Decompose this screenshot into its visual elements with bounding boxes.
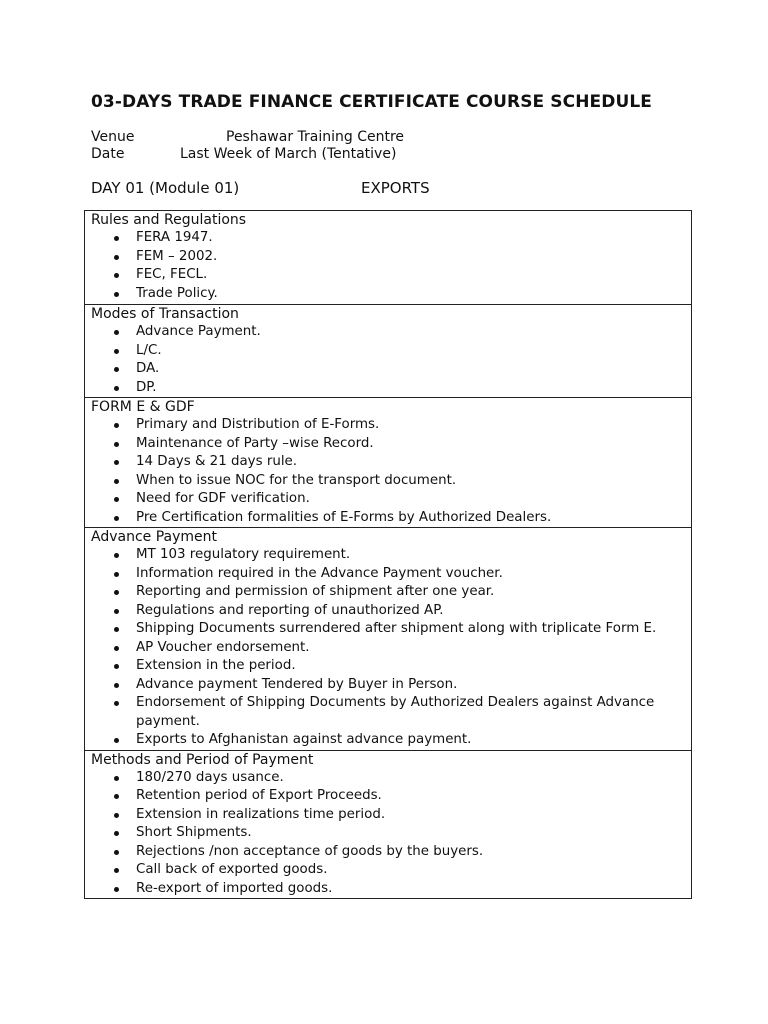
bullet-icon [114, 590, 119, 595]
list-item [91, 880, 685, 899]
list-item [91, 639, 685, 658]
list-item-text: Trade Policy. [136, 285, 218, 301]
section-title: Rules and Regulations [91, 212, 247, 228]
bullet-icon [114, 255, 119, 260]
document-title: 03-DAYS TRADE FINANCE CERTIFICATE COURSE SCHEDULE [91, 92, 653, 112]
bullet-icon [114, 683, 119, 688]
bullet-icon [114, 349, 119, 354]
section-title: Advance Payment [91, 529, 218, 545]
list-item-text: Endorsement of Shipping Documents by Authorized Dealers against Advance payment. [136, 695, 655, 729]
bullet-icon [114, 479, 119, 484]
list-item [91, 546, 685, 565]
list-item-text: Information required in the Advance Payment voucher. [136, 565, 503, 581]
list-item-text: Advance payment Tendered by Buyer in Person. [136, 676, 458, 692]
bullet-icon [114, 738, 119, 743]
bullet-icon [114, 367, 119, 372]
bullet-icon [114, 701, 119, 706]
list-item-text: Shipping Documents surrendered after shipment along with triplicate Form E. [136, 621, 657, 636]
list-item-text: Extension in the period. [136, 658, 296, 673]
bullet-icon [114, 292, 119, 297]
schedule-section [85, 527, 691, 750]
bullet-icon [114, 850, 119, 855]
list-item [91, 583, 685, 602]
schedule-table [84, 210, 692, 899]
bullet-icon [114, 236, 119, 241]
bullet-icon [114, 386, 119, 391]
section-title: Modes of Transaction [91, 306, 239, 322]
bullet-icon [114, 646, 119, 651]
bullet-icon [114, 553, 119, 558]
list-item [91, 248, 685, 267]
list-item [91, 565, 685, 584]
bullet-icon [114, 868, 119, 873]
list-item-text: Reporting and permission of shipment after one year. [136, 584, 495, 599]
list-item-text: Retention period of Export Proceeds. [136, 788, 382, 803]
list-item [91, 676, 685, 695]
day-topic: EXPORTS [361, 179, 430, 197]
bullet-icon [114, 516, 119, 521]
bullet-icon [114, 609, 119, 614]
list-item [91, 861, 685, 880]
list-item-text: MT 103 regulatory requirement. [136, 547, 351, 562]
list-item [91, 472, 685, 491]
bullet-icon [114, 887, 119, 892]
list-item-text: Call back of exported goods. [136, 862, 328, 877]
bullet-icon [114, 423, 119, 428]
list-item-text: Short Shipments. [136, 825, 252, 840]
schedule-section [85, 304, 691, 397]
list-item-text: When to issue NOC for the transport document. [136, 472, 457, 488]
venue-row [91, 129, 405, 145]
list-item-text: Rejections /non acceptance of goods by the buyers. [136, 843, 484, 859]
bullet-list [91, 323, 685, 397]
list-item [91, 620, 685, 639]
list-item-text: FERA 1947. [136, 230, 213, 245]
list-item-text: L/C. [136, 342, 162, 358]
list-item [91, 379, 685, 398]
list-item-text: Advance Payment. [136, 324, 261, 339]
bullet-icon [114, 794, 119, 799]
list-item-text: 180/270 days usance. [136, 769, 284, 785]
list-item [91, 490, 685, 509]
list-item-text: Regulations and reporting of unauthorized AP. [136, 602, 444, 618]
list-item [91, 266, 685, 285]
list-item [91, 453, 685, 472]
date-row [91, 146, 397, 162]
list-item-text: Need for GDF verification. [136, 491, 310, 506]
list-item [91, 787, 685, 806]
list-item-text: Exports to Afghanistan against advance payment. [136, 732, 472, 747]
bullet-icon [114, 330, 119, 335]
list-item-text: FEC, FECL. [136, 267, 208, 282]
venue-value: Peshawar Training Centre [226, 129, 405, 145]
date-value: Last Week of March (Tentative) [180, 146, 397, 162]
list-item [91, 657, 685, 676]
schedule-section [85, 211, 691, 304]
list-item [91, 806, 685, 825]
list-item [91, 509, 685, 528]
schedule-section [85, 750, 691, 899]
list-item [91, 323, 685, 342]
bullet-list [91, 546, 685, 750]
list-item [91, 769, 685, 788]
bullet-icon [114, 460, 119, 465]
venue-label: Venue [91, 129, 135, 145]
list-item [91, 843, 685, 862]
bullet-icon [114, 831, 119, 836]
list-item [91, 342, 685, 361]
list-item [91, 285, 685, 304]
list-item [91, 229, 685, 248]
bullet-icon [114, 627, 119, 632]
list-item-text: Maintenance of Party –wise Record. [136, 435, 374, 451]
list-item [91, 824, 685, 843]
schedule-section [85, 397, 691, 527]
list-item [91, 694, 685, 731]
list-item [91, 360, 685, 379]
bullet-icon [114, 813, 119, 818]
section-title: FORM E & GDF [91, 399, 195, 415]
list-item-text: DP. [136, 379, 157, 395]
bullet-list [91, 229, 685, 304]
list-item [91, 435, 685, 454]
list-item [91, 602, 685, 621]
section-title: Methods and Period of Payment [91, 751, 314, 768]
list-item-text: Extension in realizations time period. [136, 806, 386, 822]
list-item-text: Pre Certification formalities of E-Forms by Authorized Dealers. [136, 509, 552, 525]
bullet-icon [114, 442, 119, 447]
day-heading [91, 179, 430, 197]
day-label: DAY 01 (Module 01) [91, 179, 240, 197]
bullet-icon [114, 776, 119, 781]
bullet-icon [114, 497, 119, 502]
list-item [91, 731, 685, 750]
bullet-icon [114, 572, 119, 577]
bullet-list [91, 416, 685, 527]
bullet-icon [114, 273, 119, 278]
date-label: Date [91, 146, 125, 162]
list-item-text: FEM – 2002. [136, 248, 218, 264]
list-item-text: 14 Days & 21 days rule. [136, 454, 298, 469]
list-item-text: Re-export of imported goods. [136, 880, 333, 896]
bullet-list [91, 769, 685, 899]
list-item-text: Primary and Distribution of E-Forms. [136, 417, 380, 432]
list-item-text: DA. [136, 361, 160, 376]
list-item-text: AP Voucher endorsement. [136, 639, 310, 655]
bullet-icon [114, 664, 119, 669]
list-item [91, 416, 685, 435]
